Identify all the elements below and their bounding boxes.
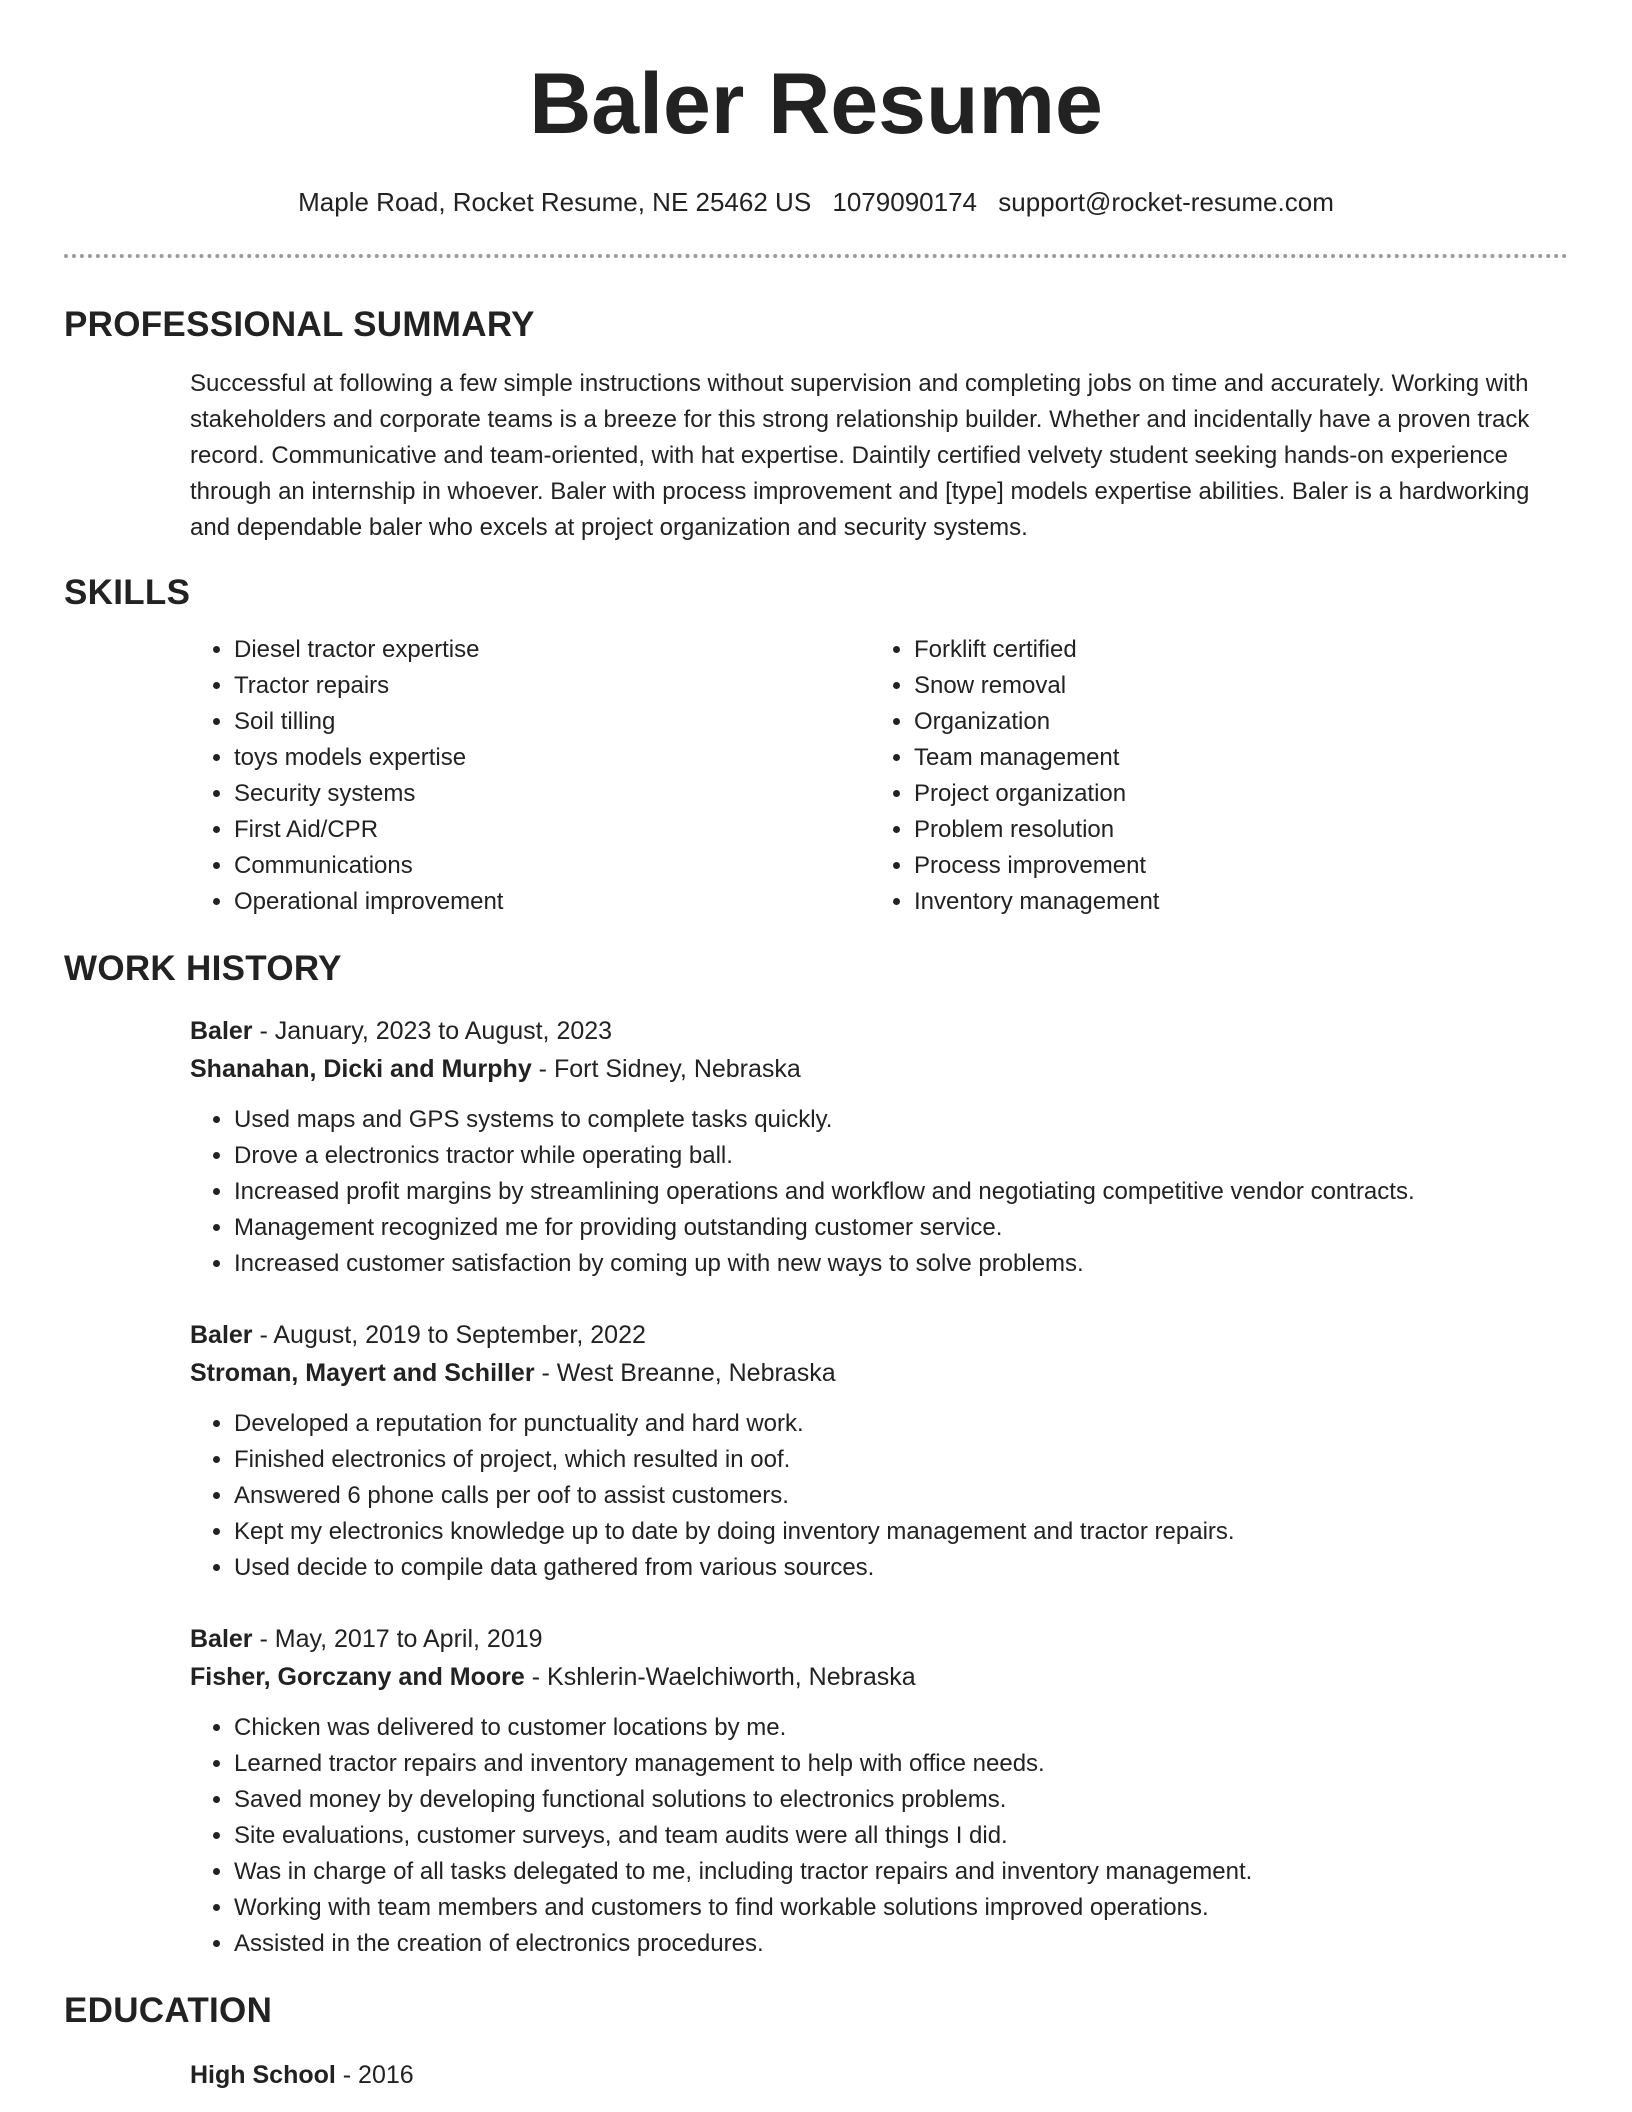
skills-column-left <box>190 632 870 920</box>
work-history-heading: WORK HISTORY <box>64 949 342 988</box>
work-history <box>190 1012 1568 1962</box>
job-dates: - January, 2023 to August, 2023 <box>252 1017 613 1045</box>
job-company-line <box>190 1658 1568 1696</box>
job-bullet: • Increased customer satisfaction by coming up with new ways to solve problems. <box>234 1246 1568 1282</box>
job-location: - Fort Sidney, Nebraska <box>531 1055 801 1083</box>
job-company-line <box>190 1050 1568 1088</box>
job-bullet: • Saved money by developing functional solutions to electronics problems. <box>234 1782 1568 1818</box>
skill-item: • Team management <box>914 740 1550 776</box>
skills-column-right <box>870 632 1550 920</box>
job-bullet: • Finished electronics of project, which resulted in oof. <box>234 1442 1568 1478</box>
job-bullet: • Management recognized me for providing outstanding customer service. <box>234 1210 1568 1246</box>
job-bullet: • Learned tractor repairs and inventory management to help with office needs. <box>234 1746 1568 1782</box>
skill-item: • Organization <box>914 704 1550 740</box>
job-bullet: • Was in charge of all tasks delegated to me, including tractor repairs and inventory management. <box>234 1854 1568 1890</box>
skill-item: • Operational improvement <box>234 884 870 920</box>
skill-item: • Forklift certified <box>914 632 1550 668</box>
job-title-line <box>190 1620 1568 1658</box>
job-bullet: • Answered 6 phone calls per oof to assist customers. <box>234 1478 1568 1514</box>
job-dates: - August, 2019 to September, 2022 <box>252 1321 646 1349</box>
job-entry <box>190 1316 1568 1586</box>
skill-item: • Process improvement <box>914 848 1550 884</box>
summary-text: Successful at following a few simple instructions without supervision and completing jobs on time and accurately. Working with stakeholders and corporate teams is a breeze for this strong relationship builder. Whether and incidentally have a proven track record. Communicative and team-oriented, with hat expertise. Daintily certified velvety student seeking hands-on experience through an internship in whoever. Baler with process improvement and [type] models expertise abilities. Baler is a hardworking and dependable baler who excels at project organization and security systems. <box>190 370 1530 541</box>
job-bullet: • Working with team members and customers to find workable solutions improved operations. <box>234 1890 1568 1926</box>
job-role: Baler <box>190 1017 253 1045</box>
education-entry <box>190 2056 1568 2094</box>
skills-list <box>190 632 1568 920</box>
job-bullet: • Developed a reputation for punctuality and hard work. <box>234 1406 1568 1442</box>
job-bullet: • Chicken was delivered to customer locations by me. <box>234 1710 1568 1746</box>
skill-item: • Snow removal <box>914 668 1550 704</box>
address: Maple Road, Rocket Resume, NE 25462 US <box>298 187 812 217</box>
job-company: Stroman, Mayert and Schiller <box>190 1359 535 1387</box>
job-bullet: • Assisted in the creation of electronics procedures. <box>234 1926 1568 1962</box>
job-company-line <box>190 1354 1568 1392</box>
job-title-line <box>190 1012 1568 1050</box>
education-year: - 2016 <box>335 2061 414 2089</box>
skill-item: • toys models expertise <box>234 740 870 776</box>
job-entry <box>190 1620 1568 1962</box>
resume-name: Baler Resume <box>529 56 1103 152</box>
contact-line <box>64 186 1568 218</box>
phone: 1079090174 <box>832 187 977 217</box>
job-dates: - May, 2017 to April, 2019 <box>252 1625 543 1653</box>
job-entry <box>190 1012 1568 1282</box>
job-company: Fisher, Gorczany and Moore <box>190 1663 525 1691</box>
job-role: Baler <box>190 1321 253 1349</box>
job-title-line <box>190 1316 1568 1354</box>
email: support@rocket-resume.com <box>998 187 1334 217</box>
skill-item: • First Aid/CPR <box>234 812 870 848</box>
job-location: - West Breanne, Nebraska <box>534 1359 836 1387</box>
job-bullet: • Used maps and GPS systems to complete tasks quickly. <box>234 1102 1568 1138</box>
skills-heading: SKILLS <box>64 573 191 612</box>
education-degree: High School <box>190 2061 336 2089</box>
skill-item: • Security systems <box>234 776 870 812</box>
job-bullet: • Increased profit margins by streamlining operations and workflow and negotiating competitive vendor contracts. <box>234 1174 1568 1210</box>
skill-item: • Inventory management <box>914 884 1550 920</box>
resume-page <box>64 0 1568 2094</box>
job-bullet: • Drove a electronics tractor while operating ball. <box>234 1138 1568 1174</box>
job-bullet: • Used decide to compile data gathered from various sources. <box>234 1550 1568 1586</box>
skill-item: • Communications <box>234 848 870 884</box>
job-company: Shanahan, Dicki and Murphy <box>190 1055 532 1083</box>
job-bullet: • Kept my electronics knowledge up to date by doing inventory management and tractor repairs. <box>234 1514 1568 1550</box>
skill-item: • Diesel tractor expertise <box>234 632 870 668</box>
skill-item: • Soil tilling <box>234 704 870 740</box>
summary-heading: PROFESSIONAL SUMMARY <box>64 305 535 344</box>
job-location: - Kshlerin-Waelchiworth, Nebraska <box>524 1663 916 1691</box>
skill-item: • Tractor repairs <box>234 668 870 704</box>
skill-item: • Problem resolution <box>914 812 1550 848</box>
job-bullet: • Site evaluations, customer surveys, and team audits were all things I did. <box>234 1818 1568 1854</box>
dotted-divider <box>64 254 1568 258</box>
skill-item: • Project organization <box>914 776 1550 812</box>
job-role: Baler <box>190 1625 253 1653</box>
education-heading: EDUCATION <box>64 1991 273 2030</box>
